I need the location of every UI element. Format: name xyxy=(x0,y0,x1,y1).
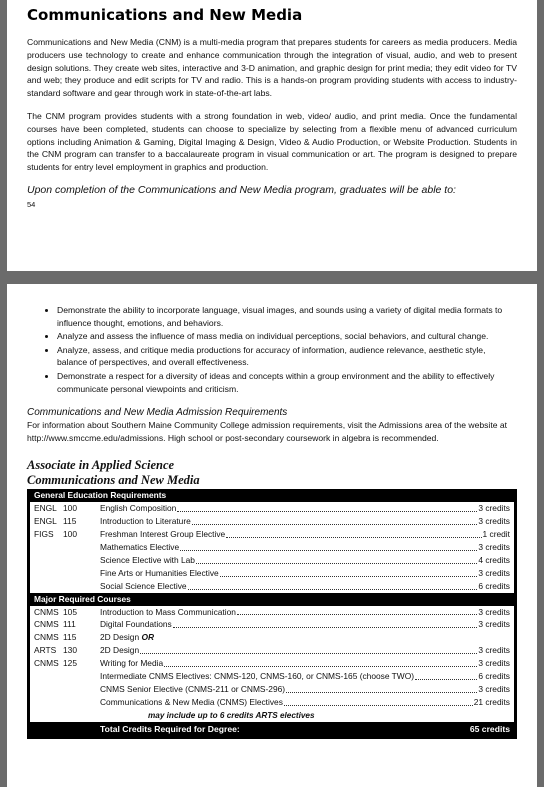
dot-leader xyxy=(284,705,473,706)
course-credits: 3 credits xyxy=(478,606,510,617)
course-title: Social Science Elective xyxy=(100,580,187,591)
course-subject: CNMS xyxy=(34,632,59,643)
outcome-item: • Analyze, assess, and critique media productions for accuracy of information, audience relevance, aesthetic style, balance of perspectives, and overall effectiveness. xyxy=(57,344,517,369)
course-subject: CNMS xyxy=(34,658,59,669)
course-subject: ENGL xyxy=(34,516,57,527)
course-row xyxy=(30,657,514,670)
course-requirements-table xyxy=(27,489,517,738)
degree-section xyxy=(27,458,517,738)
dot-leader xyxy=(220,576,478,577)
course-row xyxy=(30,528,514,541)
admission-requirements-title: Communications and New Media Admission Requirements xyxy=(27,407,288,419)
document-page-2 xyxy=(7,284,537,787)
course-number: 115 xyxy=(63,516,77,527)
course-credits: 3 credits xyxy=(478,542,510,552)
course-credits: 3 credits xyxy=(478,567,510,578)
outcome-item: • Demonstrate a respect for a diversity of ideas and concepts within a group environment and the ability to effectively communicate personal viewpoints and criticism. xyxy=(57,370,517,395)
course-title: CNMS Senior Elective (CNMS-211 or CNMS-296) xyxy=(100,683,286,694)
course-credits: 1 credit xyxy=(482,529,510,540)
course-title: Fine Arts or Humanities Elective xyxy=(100,567,219,578)
course-credits: 3 credits xyxy=(478,658,510,669)
course-title: Introduction to Literature xyxy=(100,516,191,527)
course-title: 2D Design xyxy=(100,645,140,656)
dot-leader xyxy=(415,679,477,680)
course-credits: 3 credits xyxy=(478,516,510,527)
course-title xyxy=(100,631,154,644)
course-title: Writing for Media xyxy=(100,658,164,669)
gen-ed-header: General Education Requirements xyxy=(30,489,514,502)
course-row xyxy=(30,567,514,580)
course-number: 125 xyxy=(63,658,77,669)
course-subject: ARTS xyxy=(34,645,57,656)
course-credits: 3 credits xyxy=(478,503,510,514)
course-credits: 3 credits xyxy=(478,645,510,656)
dot-leader xyxy=(140,653,477,654)
electives-note: may include up to 6 credits ARTS electives xyxy=(148,710,315,720)
total-credits-row xyxy=(30,722,514,736)
admission-requirements-text: For information about Southern Maine Community College admission requirements, visit the Admissions area of the website at http://www.smccme.edu/admissions. High school or post-secondary coursework in algebra is recommended. xyxy=(27,420,508,443)
total-credits-value: 65 credits xyxy=(469,723,510,734)
degree-title: Associate in Applied Science xyxy=(27,458,175,473)
course-credits: 3 credits xyxy=(478,683,510,694)
course-title: English Composition xyxy=(100,503,177,514)
outcome-item: • Analyze and assess the influence of mass media on individual perceptions, social behaviors, and cultural change. xyxy=(57,330,517,343)
course-row xyxy=(30,670,514,683)
course-title: Intermediate CNMS Electives: CNMS-120, CNMS-160, or CNMS-165 (choose TWO) xyxy=(100,671,414,682)
course-title: Mathematics Elective xyxy=(100,542,180,552)
page-heading: Communications and New Media xyxy=(27,6,303,24)
dot-leader xyxy=(164,666,477,667)
program-description-paragraph: Communications and New Media (CNM) is a multi-media program that prepares students for careers as media producers. Media producers use technology to create and enhance communication through the integration of visual, audio, and web to present design solutions. They create web sites, interactive and 3-D animation, and graphic design for print media; they edit video for TV and web; they produce and edit scripts for TV and radio. This is a hands-on program providing students with access to industry-standard software and gear through work in state-of-the-art labs. xyxy=(27,37,517,99)
degree-program-title: Communications and New Media xyxy=(27,473,200,488)
course-title: Introduction to Mass Communication xyxy=(100,606,236,617)
dot-leader xyxy=(192,524,478,525)
course-credits: 21 credits xyxy=(473,696,510,707)
course-row xyxy=(30,683,514,696)
course-title: Science Elective with Lab xyxy=(100,554,195,565)
document-page-1 xyxy=(7,0,537,271)
course-number: 105 xyxy=(63,606,77,617)
course-subject: FIGS xyxy=(34,529,54,540)
course-number: 100 xyxy=(63,529,77,540)
course-title-text: 2D Design xyxy=(100,632,140,643)
outcome-item: • Demonstrate the ability to incorporate language, visual images, and sounds using a variety of digital media formats to influence thought, emotions, and behaviors. xyxy=(57,304,517,329)
learning-outcomes-list xyxy=(27,304,517,395)
course-row xyxy=(30,580,514,593)
course-number: 115 xyxy=(63,632,77,643)
dot-leader xyxy=(237,614,477,615)
page-number: 54 xyxy=(27,199,36,209)
dot-leader xyxy=(173,627,478,628)
dot-leader xyxy=(226,537,481,538)
course-row xyxy=(30,618,514,631)
course-row xyxy=(30,515,514,528)
course-credits: 3 credits xyxy=(478,619,510,630)
dot-leader xyxy=(196,563,477,564)
course-row xyxy=(30,502,514,515)
dot-leader xyxy=(180,550,477,551)
course-number: 100 xyxy=(63,503,77,514)
course-credits: 6 credits xyxy=(478,580,510,591)
course-number: 111 xyxy=(63,619,76,630)
outcomes-intro: Upon completion of the Communications and New Media program, graduates will be able to: xyxy=(27,183,456,196)
or-connector: OR xyxy=(141,632,154,643)
total-credits-label: Total Credits Required for Degree: xyxy=(100,723,240,734)
course-row xyxy=(30,631,514,644)
major-courses-header: Major Required Courses xyxy=(30,593,514,606)
course-subject: CNMS xyxy=(34,619,59,630)
course-title: Communications & New Media (CNMS) Electives xyxy=(100,696,283,707)
course-title: Digital Foundations xyxy=(100,619,172,630)
course-credits: 6 credits xyxy=(478,671,510,682)
course-row xyxy=(30,606,514,619)
course-row xyxy=(30,644,514,657)
course-row xyxy=(30,696,514,709)
dot-leader xyxy=(177,511,477,512)
course-subject: CNMS xyxy=(34,606,59,617)
course-row xyxy=(30,541,514,554)
course-subject: ENGL xyxy=(34,503,57,514)
course-row xyxy=(30,554,514,567)
program-foundation-paragraph: The CNM program provides students with a strong foundation in web, video/ audio, and print media. Once the fundamental courses have been completed, students can choose to specialize by selecting from a flexible menu of advanced curriculum options including Animation & Gaming, Digital Imaging & Design, Video & Audio Production, or Website Production. Students in the CNM program can transfer to a baccalaureate program in visual communication or art. The program is designed to prepare students for entry level employment in graphics and production. xyxy=(27,110,517,173)
dot-leader xyxy=(188,589,478,590)
course-title: Freshman Interest Group Elective xyxy=(100,529,226,540)
course-number: 130 xyxy=(63,645,77,656)
course-credits: 4 credits xyxy=(478,554,510,565)
dot-leader xyxy=(286,692,477,693)
